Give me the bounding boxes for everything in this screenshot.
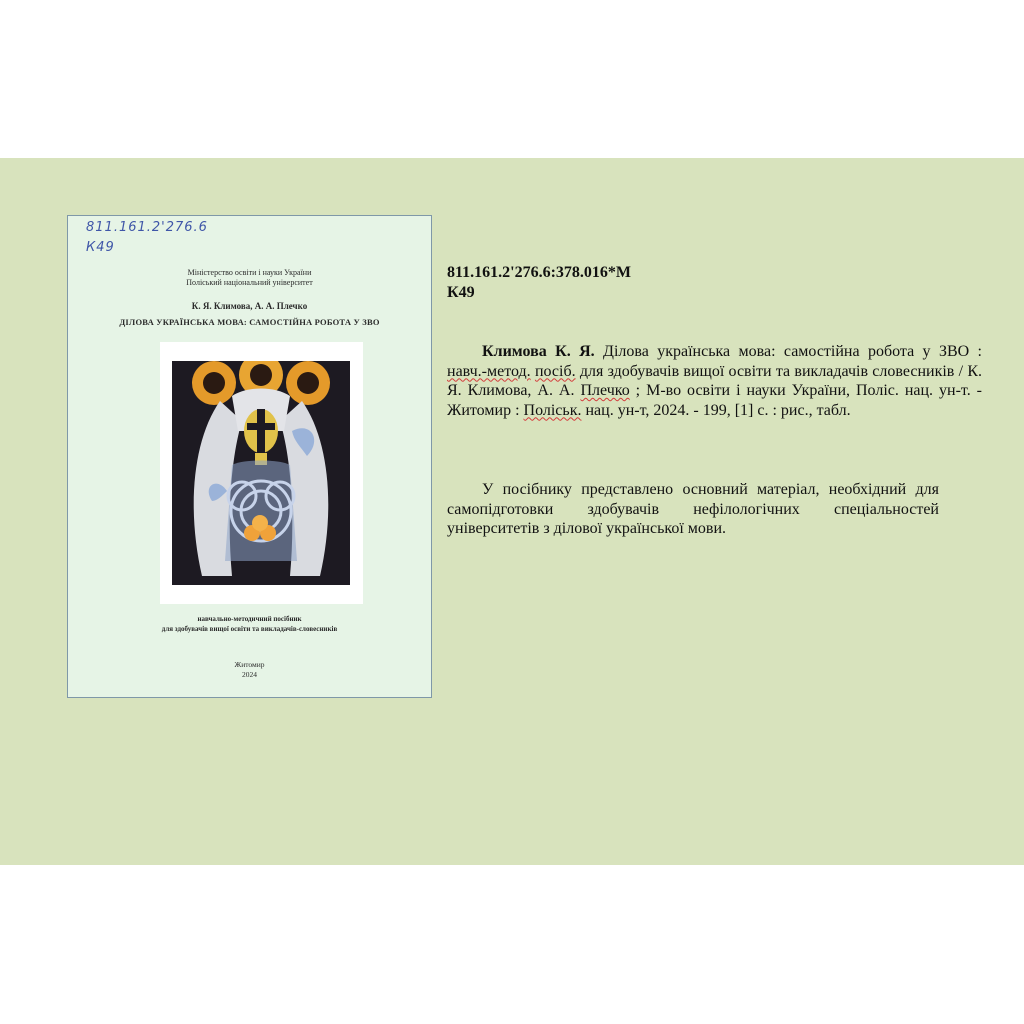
cover-university: Поліський національний університет <box>186 278 313 287</box>
cover-illustration <box>160 342 363 604</box>
book-cover <box>67 215 432 698</box>
word-polisk: Поліськ. <box>523 401 582 419</box>
slide-panel <box>0 158 1024 865</box>
word-plechko: Плечко <box>580 382 630 399</box>
cover-title: ДІЛОВА УКРАЇНСЬКА МОВА: САМОСТІЙНА РОБОТА У ЗВО <box>119 317 380 327</box>
citation-part-5: нац. ун-т, 2024. - 199, [1] с. : рис., табл. <box>581 401 851 419</box>
cover-ministry: Міністерство освіти і науки України <box>187 268 312 277</box>
citation-part-3: для здобувачів вищої освіти та викладачів словесників / К. Я. Климова, А. А. <box>447 362 982 399</box>
record-author: Климова К. Я. <box>482 343 595 360</box>
bibliographic-record <box>447 342 982 420</box>
citation-part-4: ; М-во освіти і науки України, Поліс. нац. ун-т. - Житомир : <box>447 382 982 419</box>
citation-part-1: Ділова українська мова: самостійна робота у ЗВО : <box>594 343 983 360</box>
handwritten-udc: 811.161.2'276.6 <box>86 220 208 235</box>
cover-authors: К. Я. Климова, А. А. Плечко <box>191 301 308 311</box>
word-posib: посіб. <box>534 362 576 380</box>
cover-subtitle-line2: для здобувачів вищої освіти та викладачів-словесників <box>161 625 338 633</box>
cover-subtitle-line1: навчально-методичний посібник <box>197 615 302 623</box>
word-navch-metod: навч.-метод. <box>447 362 531 380</box>
udc-block <box>447 263 982 302</box>
handwritten-sign: К49 <box>86 240 115 255</box>
udc-code: 811.161.2'276.6:378.016*М <box>447 264 631 281</box>
cover-year: 2024 <box>242 670 257 679</box>
author-sign: К49 <box>447 283 475 301</box>
illustration-art <box>172 361 350 585</box>
abstract-text: У посібнику представлено основний матеріал, необхідний для самопідготовки здобувачів нефілологічних спеціальностей університетів з ділової української мови. <box>447 481 939 537</box>
cover-city: Житомир <box>234 660 265 669</box>
